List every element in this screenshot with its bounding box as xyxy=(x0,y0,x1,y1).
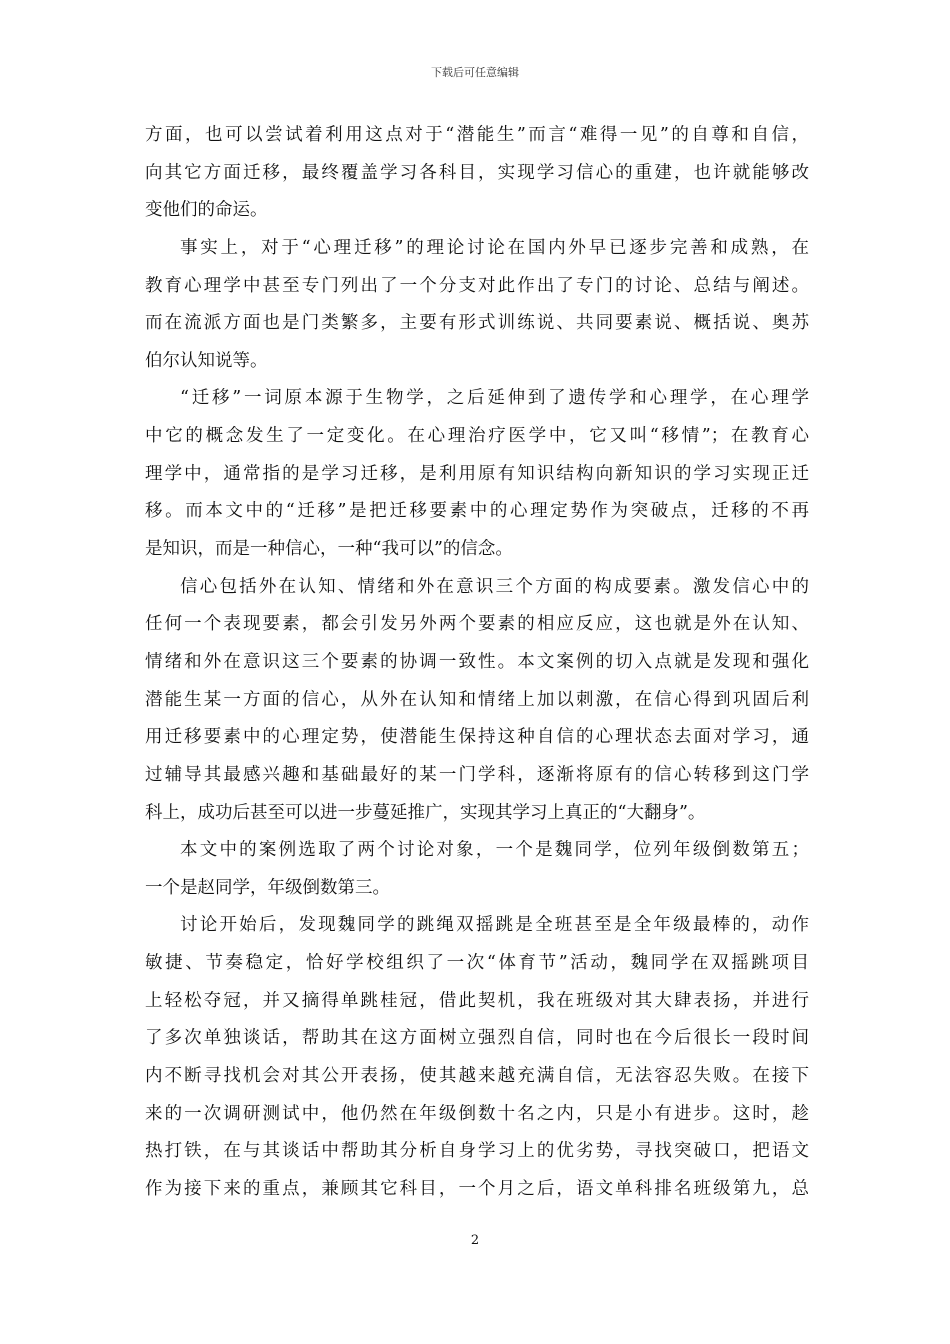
text-line: 情绪和外在意识这三个要素的协调一致性。本文案例的切入点就是发现和强化 xyxy=(145,651,809,672)
text-line: 敏捷、节奏稳定，恰好学校组织了一次“体育节”活动，魏同学在双摇跳项目 xyxy=(145,953,809,974)
text-line: 科上，成功后甚至可以进一步蔓延推广，实现其学习上真正的“大翻身”。 xyxy=(145,802,706,823)
text-line: 是知识，而是一种信心，一种“我可以”的信念。 xyxy=(145,539,513,560)
text-line: 潜能生某一方面的信心，从外在认知和情绪上加以刺激，在信心得到巩固后利 xyxy=(145,689,809,710)
text-line: 任何一个表现要素，都会引发另外两个要素的相应反应，这也就是外在认知、 xyxy=(145,614,809,635)
text-line: 而在流派方面也是门类繁多，主要有形式训练说、共同要素说、概括说、奥苏 xyxy=(145,313,809,334)
text-line: 信心包括外在认知、情绪和外在意识三个方面的构成要素。激发信心中的 xyxy=(180,576,809,597)
text-line: 移。而本文中的“迁移”是把迁移要素中的心理定势作为突破点，迁移的不再 xyxy=(145,501,809,522)
text-line: 用迁移要素中的心理定势，使潜能生保持这种自信的心理状态去面对学习，通 xyxy=(145,727,809,748)
text-line: 上轻松夺冠，并又摘得单跳桂冠，借此契机，我在班级对其大肆表扬，并进行 xyxy=(145,990,809,1011)
text-line: 来的一次调研测试中，他仍然在年级倒数十名之内，只是小有进步。这时，趁 xyxy=(145,1103,809,1124)
text-line: 伯尔认知说等。 xyxy=(145,350,268,371)
text-line: 向其它方面迁移，最终覆盖学习各科目，实现学习信心的重建，也许就能够改 xyxy=(145,162,809,183)
text-line: 教育心理学中甚至专门列出了一个分支对此作出了专门的讨论、总结与阐述。 xyxy=(145,275,809,296)
text-line: 中它的概念发生了一定变化。在心理治疗医学中，它又叫“移情”；在教育心 xyxy=(145,426,809,447)
text-line: “迁移”一词原本源于生物学，之后延伸到了遗传学和心理学，在心理学 xyxy=(180,388,809,409)
text-line: 本文中的案例选取了两个讨论对象，一个是魏同学，位列年级倒数第五； xyxy=(180,840,809,861)
text-line: 内不断寻找机会对其公开表扬，使其越来越充满自信，无法容忍失败。在接下 xyxy=(145,1066,809,1087)
text-line: 了多次单独谈话，帮助其在这方面树立强烈自信，同时也在今后很长一段时间 xyxy=(145,1028,809,1049)
page-number: 2 xyxy=(470,1233,480,1248)
text-line: 理学中，通常指的是学习迁移，是利用原有知识结构向新知识的学习实现正迁 xyxy=(145,463,809,484)
text-line: 方面，也可以尝试着利用这点对于“潜能生”而言“难得一见”的自尊和自信， xyxy=(145,125,809,145)
text-line: 事实上，对于“心理迁移”的理论讨论在国内外早已逐步完善和成熟，在 xyxy=(180,237,809,258)
document-body xyxy=(145,117,809,1209)
text-line: 热打铁，在与其谈话中帮助其分析自身学习上的优劣势，寻找突破口，把语文 xyxy=(145,1141,809,1162)
text-line: 过辅导其最感兴趣和基础最好的某一门学科，逐渐将原有的信心转移到这门学 xyxy=(145,764,809,785)
text-line: 变他们的命运。 xyxy=(145,200,268,221)
page-header: 下载后可任意编辑 xyxy=(431,66,519,79)
text-line: 作为接下来的重点，兼顾其它科目，一个月之后，语文单科排名班级第九，总 xyxy=(145,1178,809,1199)
text-line: 一个是赵同学，年级倒数第三。 xyxy=(145,877,390,898)
text-line: 讨论开始后，发现魏同学的跳绳双摇跳是全班甚至是全年级最棒的，动作 xyxy=(180,915,809,936)
